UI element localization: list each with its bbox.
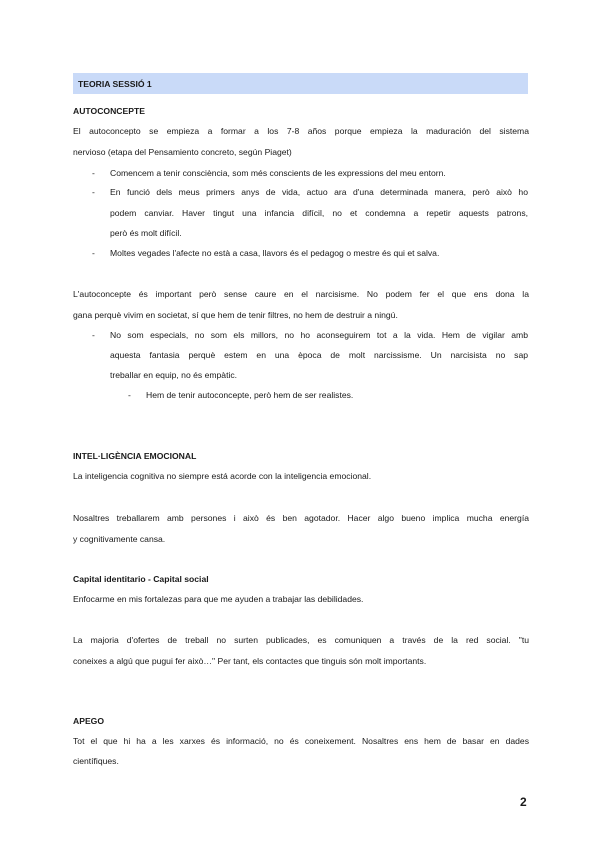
paragraph-line: y cognitivamente cansa. xyxy=(73,534,166,544)
paragraph-line: científiques. xyxy=(73,756,119,766)
paragraph-line: nervioso (etapa del Pensamiento concreto, según Piaget) xyxy=(73,147,292,157)
paragraph-line: Nosaltres treballarem amb persones i això és ben agotador. Hacer algo bueno implica mucha energía xyxy=(73,513,529,523)
paragraph-line: coneixes a algú que pugui fer això…" Per tant, els contactes que tinguis són molt importants. xyxy=(73,656,427,666)
section-header-title: TEORIA SESSIÓ 1 xyxy=(78,79,152,89)
bullet-text: Comencem a tenir consciència, som més conscients de les expressions del meu entorn. xyxy=(110,168,446,178)
bullet-text: treballar en equip, no és empàtic. xyxy=(110,370,238,380)
heading-autoconcepte: AUTOCONCEPTE xyxy=(73,106,145,116)
paragraph-line: Enfocarme en mis fortalezas para que me ayuden a trabajar las debilidades. xyxy=(73,594,364,604)
bullet-text: però és molt difícil. xyxy=(110,228,182,238)
paragraph-line: La inteligencia cognitiva no siempre está acorde con la inteligencia emocional. xyxy=(73,471,372,481)
subheading-capital: Capital identitario - Capital social xyxy=(73,574,209,584)
heading-intelligencia-emocional: INTEL·LIGÈNCIA EMOCIONAL xyxy=(73,451,197,461)
heading-apego: APEGO xyxy=(73,716,105,726)
paragraph-line: Tot el que hi ha a les xarxes és informació, no és coneixement. Nosaltres ens hem de basar en dades xyxy=(73,736,529,746)
bullet-text: podem canviar. Haver tingut una infancia difícil, no et condemna a repetir aquests patrons, xyxy=(110,208,528,218)
bullet-dash: - xyxy=(92,248,95,258)
section-header-bar xyxy=(73,73,528,94)
bullet-dash: - xyxy=(92,330,95,340)
bullet-dash: - xyxy=(128,390,131,400)
bullet-text: No som especials, no som els millors, no ho aconseguirem tot a la vida. Hem de vigilar amb xyxy=(110,330,528,340)
bullet-dash: - xyxy=(92,168,95,178)
bullet-dash: - xyxy=(92,187,95,197)
bullet-text: aquesta fantasia perquè estem en una època de molt narcissisme. Un narcisista no sap xyxy=(110,350,528,360)
paragraph-line: gana perquè vivim en societat, sí que hem de tenir filtres, no hem de destruir a ningú. xyxy=(73,310,398,320)
bullet-text: Hem de tenir autoconcepte, però hem de ser realistes. xyxy=(146,390,354,400)
paragraph-line: La majoria d'ofertes de treball no surten publicades, es comuniquen a través de la red social. "tu xyxy=(73,635,529,645)
page-number: 2 xyxy=(520,795,527,809)
bullet-text: En funció dels meus primers anys de vida, actuo ara d'una determinada manera, però això ho xyxy=(110,187,528,197)
bullet-text: Moltes vegades l'afecte no està a casa, llavors és el pedagog o mestre és qui et salva. xyxy=(110,248,440,258)
paragraph-line: El autoconcepto se empieza a formar a los 7-8 años porque empieza la maduración del sistema xyxy=(73,126,529,136)
paragraph-line: L'autoconcepte és important però sense caure en el narcisisme. No podem fer el que ens dona la xyxy=(73,289,529,299)
